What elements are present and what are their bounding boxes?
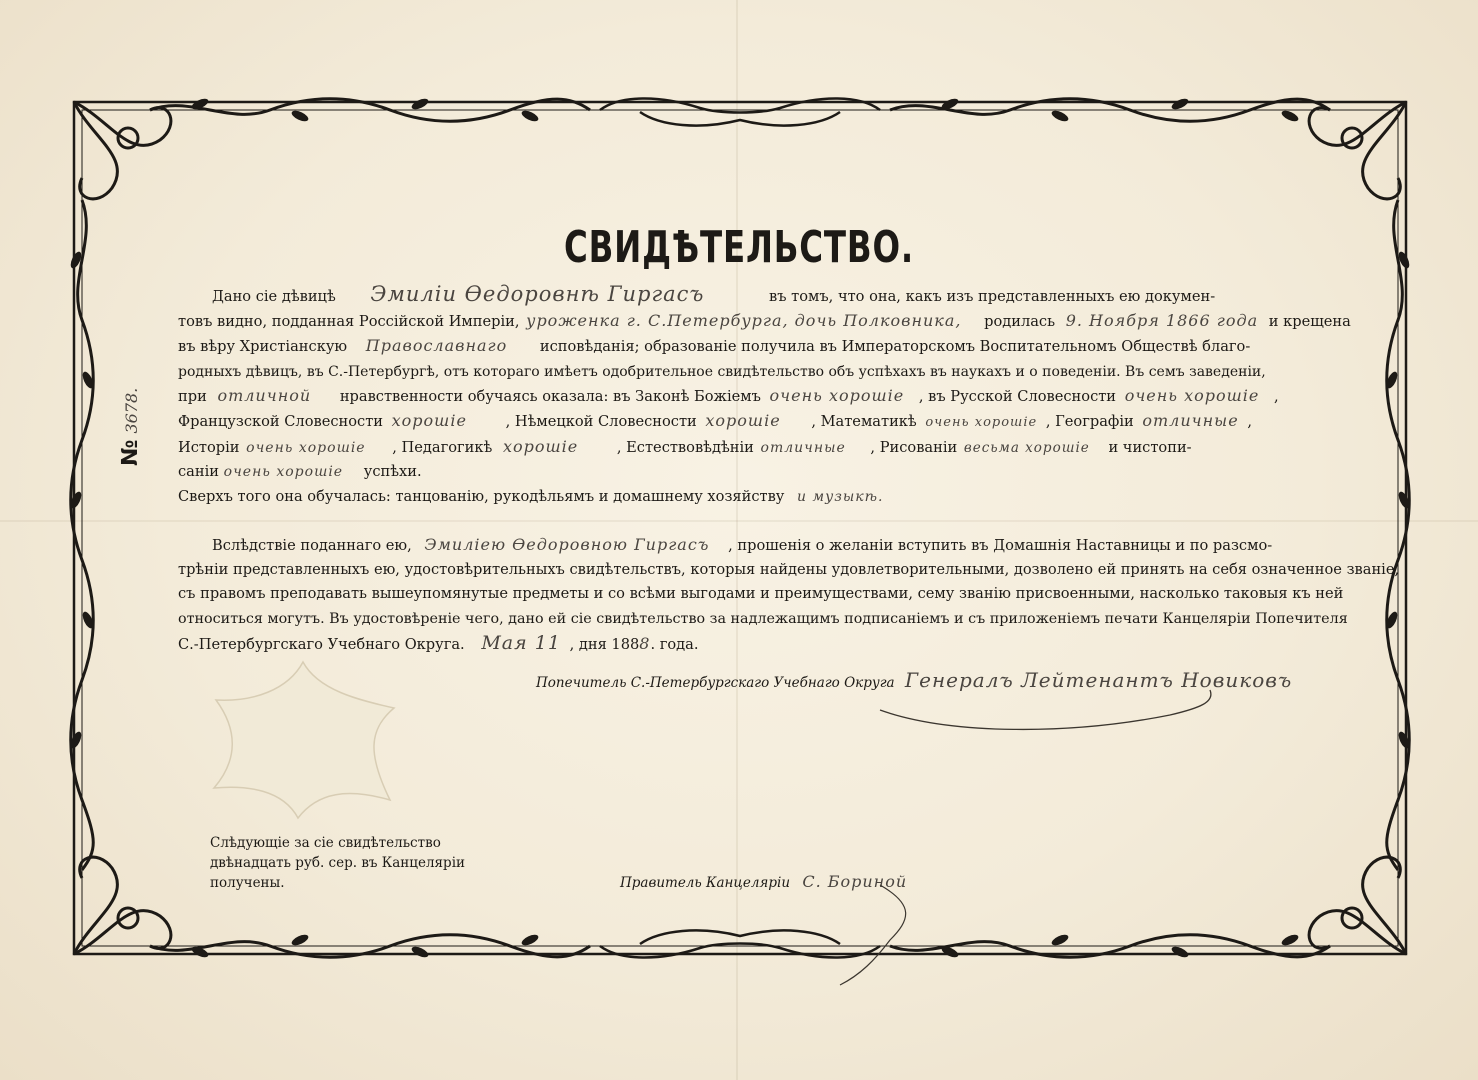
signature-flourish [870,680,1230,740]
corner-ornament-bottom-left [74,857,171,954]
body-line: С.-Петербургскаго Учебнаго Округа. Мая 11 , дня 1888. года. [178,631,699,654]
handwritten-date: Мая 11 [481,631,561,654]
registry-number-label: № [118,439,143,466]
grade-religion: очень хорошіе [769,385,905,405]
fee-statement: Слѣдующіе за сіе свидѣтельство двѣнадцать руб. сер. въ Канцеляріи получены. [210,835,466,891]
grade-drawing: весьма хорошіе [963,440,1090,457]
certificate-title: СВИДѢТЕЛЬСТВО. [563,222,915,273]
body-line: саніи очень хорошіе успѣхи. [178,463,422,481]
corner-ornament-top-right [1309,102,1406,199]
corner-ornament-bottom-right [1309,857,1406,954]
body-line: Французской Словесности хорошіе , Нѣмецкой Словесности хорошіе , Математикѣ очень хорошіе , Географіи отличные , [178,411,1252,431]
body-line: Сверхъ того она обучалась: танцованію, рукодѣльямъ и домашнему хозяйству и музыкѣ. [178,487,884,505]
registry-number [118,346,148,466]
body-line: Дано сіе дѣвицѣ Эмиліи Өедоровнѣ Гиргасъ въ томъ, что она, какъ изъ представленныхъ ею докумен- [212,282,1216,306]
handwritten-music: и музыкѣ. [797,488,884,505]
grade-german: хорошіе [705,411,781,431]
chancellery-label: Правитель Канцеляріи [620,875,791,891]
body-line: относиться могутъ. Въ удостовѣреніе чего, дано ей сіе свидѣтельство за надлежащимъ подписаніемъ и съ приложеніемъ печати Канцеляріи Попечителя [178,610,1348,627]
seal-paper-wafer [208,660,398,820]
trustee-signature: Генералъ Лейтенантъ Новиковъ [904,668,1293,692]
trustee-label: Попечитель С.-Петербургскаго Учебнаго Округа [536,675,895,691]
body-line: при отличной нравственности обучаясь оказала: въ Законѣ Божіемъ очень хорошіе , въ Русской Словесности очень хорошіе , [178,385,1279,405]
grade-geography: отличные [1142,411,1239,431]
body-line: Исторіи очень хорошіе , Педагогикѣ хорошіе , Естествовѣдѣніи отличные , Рисованіи весьма хорошіе и чистопи- [178,437,1192,457]
grade-conduct: отличной [217,385,312,405]
body-line: Вслѣдствіе поданнаго ею, Эмиліею Өедоровною Гиргасъ , прошенія о желаніи вступить въ Домашнія Наставницы и по разсмо- [212,535,1273,554]
grade-pedagogy: хорошіе [502,437,579,457]
certificate-body [178,282,1351,509]
grade-history: очень хорошіе [246,440,366,457]
corner-ornament-top-left [74,102,171,199]
body-line: въ вѣру Христіанскую Православнаго исповѣданія; образованіе получила въ Императорскомъ Воспитательномъ Обществѣ благо- [178,336,1251,356]
handwritten-name: Эмиліи Өедоровнѣ Гиргасъ [370,282,705,306]
handwritten-birthplace: уроженка г. С.Петербурга, дочь Полковника, [526,311,962,331]
certificate-body-permission [178,533,1400,657]
chancellery-flourish [820,880,940,990]
body-line: съ правомъ преподавать вышеупомянутые предметы и со всѣми выгодами и преимуществами, сему званію присвоенными, насколько таковыя къ ней [178,585,1344,603]
grade-natural-science: отличные [760,440,846,457]
grade-math: очень хорошіе [925,415,1038,431]
handwritten-name-instrumental: Эмиліею Өедоровною Гиргасъ [424,535,710,554]
body-line: родныхъ дѣвицъ, въ С.-Петербургѣ, отъ котораго имѣетъ одобрительное свидѣтельство объ успѣхахъ въ наукахъ и о поведеніи. Въ семъ заведеніи, [178,363,1266,380]
grade-russian: очень хорошіе [1124,385,1260,405]
grade-french: хорошіе [391,411,467,431]
handwritten-confession: Православнаго [365,336,508,356]
grade-calligraphy: очень хорошіе [223,464,344,481]
body-line: трѣніи представленныхъ ею, удостовѣрительныхъ свидѣтельствъ, которыя найдены удовлетворительными, дозволено ей принять на себя означенное званіе, [178,561,1400,579]
chancellery-signature: С. Бориной [802,872,908,891]
handwritten-birthdate: 9. Ноября 1866 года [1065,311,1259,331]
body-line: товъ видно, подданная Россійской Имперіи, уроженка г. С.Петербурга, дочь Полковника, родилась 9. Ноября 1866 года и крещена [178,311,1351,331]
handwritten-year-digit: 8 [639,633,651,653]
registry-number-handwritten: 3678. [122,387,141,434]
